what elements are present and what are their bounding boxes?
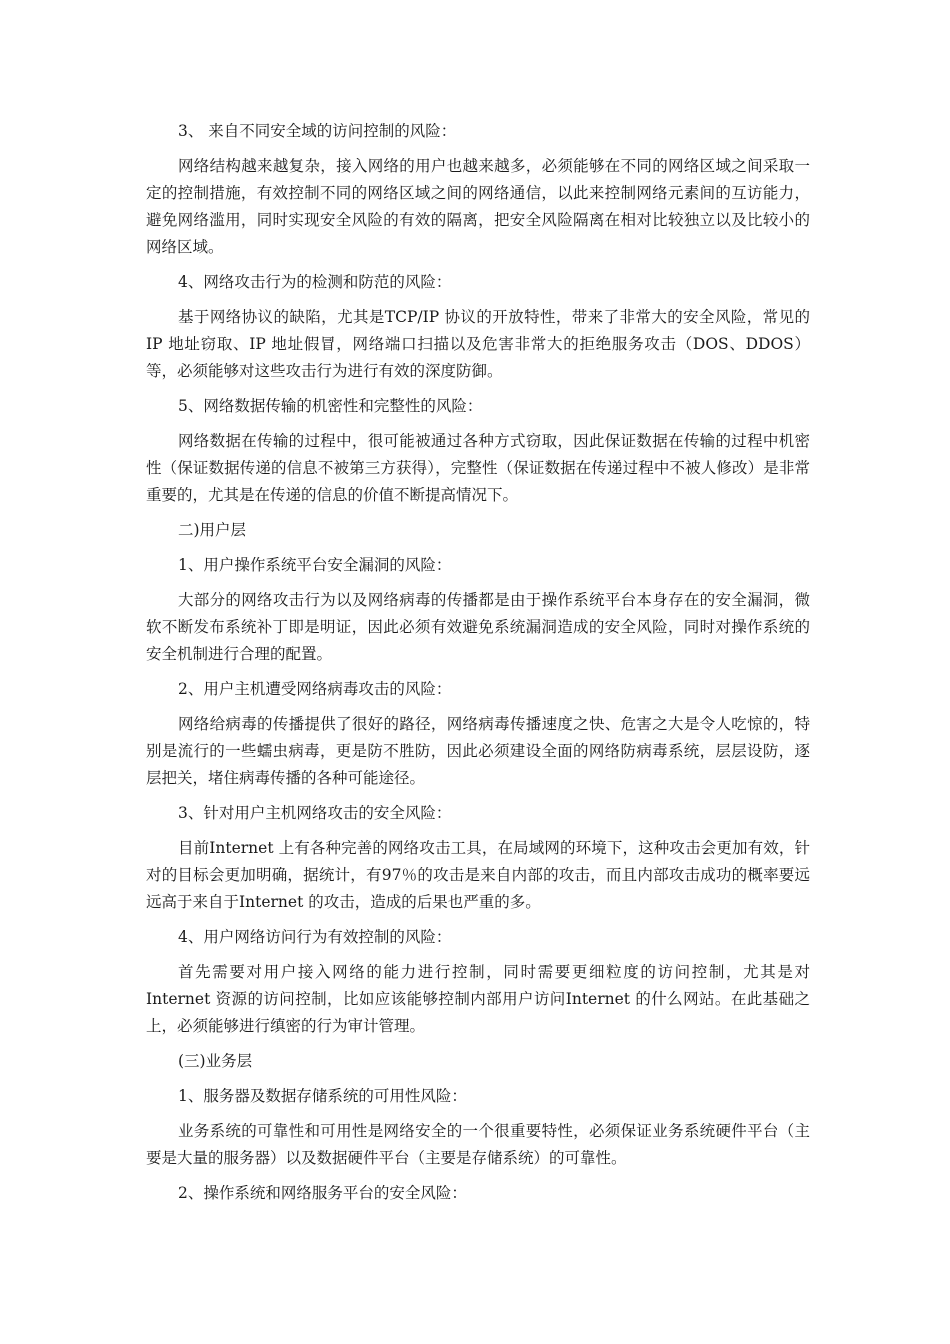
heading-virus-attack-risk: 2、用户主机遭受网络病毒攻击的风险： [178, 680, 452, 698]
paragraph-virus-spread: 网络给病毒的传播提供了很好的路径，网络病毒传播速度之快、危害之大是令人吃惊的，特别是流行的一些蠕虫病毒，更是防不胜防，因此必须建设全面的网络防病毒系统，层层设防，逐层把关，堵住病毒传播的各种可能途径。 [146, 715, 810, 787]
paragraph-access-control: 首先需要对用户接入网络的能力进行控制，同时需要更细粒度的访问控制，尤其是对Internet 资源的访问控制，比如应该能够控制内部用户访问Internet 的什么网站。在此基础之上，必须能够进行缜密的行为审计管理。 [146, 963, 810, 1035]
paragraph-data-confidentiality: 网络数据在传输的过程中，很可能被通过各种方式窃取，因此保证数据在传输的过程中机密性（保证数据传递的信息不被第三方获得），完整性（保证数据在传递过程中不被人修改）是非常重要的，尤其是在传递的信息的价值不断提高情况下。 [146, 432, 810, 504]
heading-platform-security-risk: 2、操作系统和网络服务平台的安全风险： [178, 1184, 467, 1202]
paragraph-network-structure: 网络结构越来越复杂，接入网络的用户也越来越多，必须能够在不同的网络区域之间采取一定的控制措施，有效控制不同的网络区域之间的网络通信，以此来控制网络元素间的互访能力，避免网络滥用，同时实现安全风险的有效的隔离，把安全风险隔离在相对比较独立以及比较小的网络区域。 [146, 157, 810, 256]
heading-attack-detection-risk: 4、网络攻击行为的检测和防范的风险： [178, 273, 452, 291]
section-title-business-layer: (三)业务层 [178, 1052, 253, 1070]
heading-os-vulnerability-risk: 1、用户操作系统平台安全漏洞的风险： [178, 556, 452, 574]
paragraph-protocol-defects: 基于网络协议的缺陷，尤其是TCP/IP 协议的开放特性，带来了非常大的安全风险，常见的IP 地址窃取、IP 地址假冒，网络端口扫描以及危害非常大的拒绝服务攻击（DOS、DDOS）等，必须能够对这些攻击行为进行有效的深度防御。 [146, 308, 810, 380]
section-title-user-layer: 二)用户层 [178, 521, 247, 539]
heading-cross-domain-access-risk: 3、 来自不同安全域的访问控制的风险： [178, 122, 457, 140]
heading-server-availability-risk: 1、服务器及数据存储系统的可用性风险： [178, 1087, 467, 1105]
paragraph-internal-attacks: 目前Internet 上有各种完善的网络攻击工具，在局域网的环境下，这种攻击会更加有效，针对的目标会更加明确，据统计，有97％的攻击是来自内部的攻击，而且内部攻击成功的概率要远远高于来自于Internet 的攻击，造成的后果也严重的多。 [146, 839, 810, 911]
heading-access-control-risk: 4、用户网络访问行为有效控制的风险： [178, 928, 452, 946]
document-page [146, 118, 810, 1215]
heading-host-attack-risk: 3、针对用户主机网络攻击的安全风险： [178, 804, 452, 822]
paragraph-system-reliability: 业务系统的可靠性和可用性是网络安全的一个很重要特性，必须保证业务系统硬件平台（主要是大量的服务器）以及数据硬件平台（主要是存储系统）的可靠性。 [146, 1122, 810, 1167]
paragraph-os-vulnerability: 大部分的网络攻击行为以及网络病毒的传播都是由于操作系统平台本身存在的安全漏洞，微软不断发布系统补丁即是明证，因此必须有效避免系统漏洞造成的安全风险，同时对操作系统的安全机制进行合理的配置。 [146, 591, 810, 663]
heading-data-transmission-risk: 5、网络数据传输的机密性和完整性的风险： [178, 397, 483, 415]
